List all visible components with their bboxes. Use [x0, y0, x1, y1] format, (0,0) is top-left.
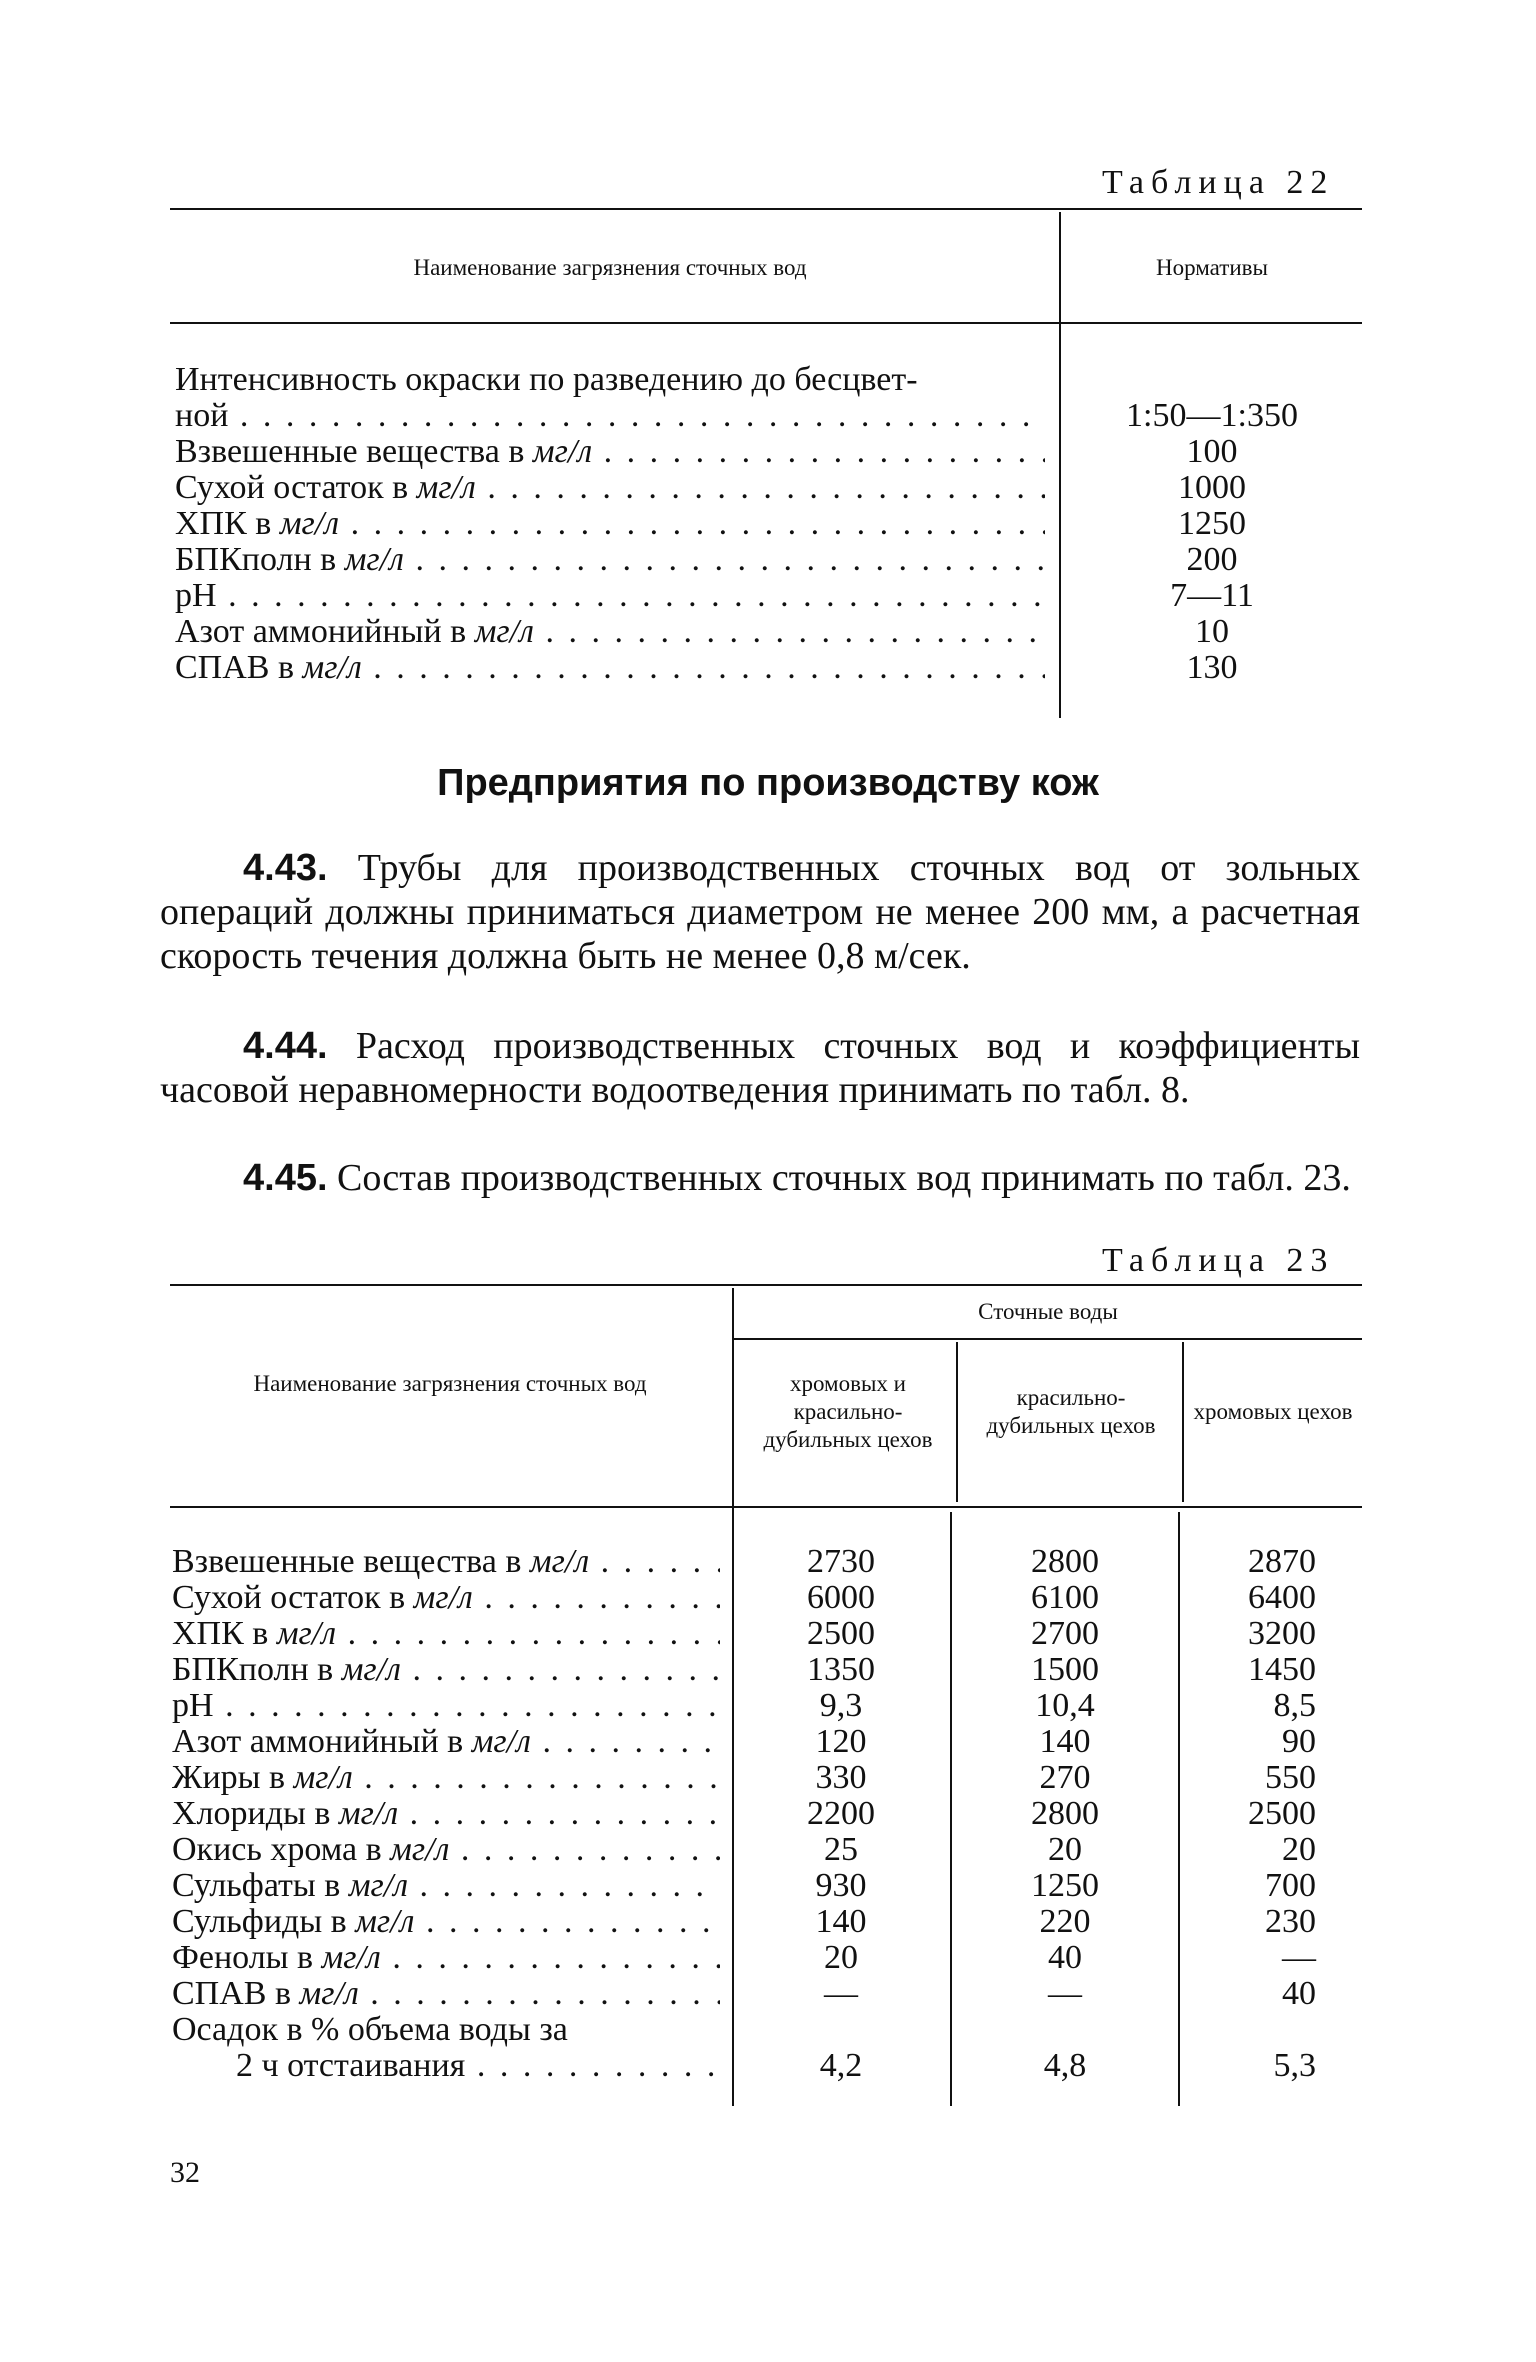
- table-23-row: [0, 1616, 1536, 1652]
- table-23-row-label: Хлориды в мг/л . . .: [172, 1796, 720, 1832]
- table-22-header-norms: Нормативы: [1156, 255, 1268, 280]
- table-23-row-v2: 140: [1039, 1723, 1091, 1760]
- table-23-row-label: Осадок в % объема воды за: [172, 2012, 568, 2048]
- table-23-header-rule: [170, 1506, 1362, 1508]
- table-23-row-v2: 1250: [1031, 1867, 1099, 1904]
- table-23-row: [0, 1832, 1536, 1868]
- paragraph-4-43: [160, 846, 1360, 978]
- table-23-row-v2: 2800: [1031, 1543, 1099, 1580]
- table-23-row: [0, 1724, 1536, 1760]
- table-23-row-v3: 2500: [1248, 1795, 1316, 1832]
- table-22-row: [0, 542, 1536, 578]
- table-23-row-label: Азот аммонийный в мг/л . . .: [172, 1724, 720, 1760]
- table-23-row-v1: 6000: [807, 1579, 875, 1616]
- table-22-header-name: Наименование загрязнения сточных вод: [413, 255, 807, 280]
- table-22-caption: Таблица 22: [1102, 164, 1335, 201]
- table-23-divider-2: [956, 1342, 958, 1502]
- table-23-row-v2: 270: [1039, 1759, 1091, 1796]
- table-23-row-v3: 2870: [1248, 1543, 1316, 1580]
- table-23-header-col-3: хромовых цехов: [1193, 1399, 1353, 1424]
- table-22-row-value: 130: [1186, 649, 1238, 686]
- table-23-row-label: 2 ч отстаивания . . .: [236, 2048, 720, 2084]
- table-23-row-label: ХПК в мг/л . . .: [172, 1616, 720, 1652]
- table-23-row-label: Жиры в мг/л . . .: [172, 1760, 720, 1796]
- table-23-row-v2: —: [1048, 1975, 1082, 2012]
- table-23-row-v3: 1450: [1248, 1651, 1316, 1688]
- table-23-row-v1: 25: [824, 1831, 858, 1868]
- table-23-row-label: Окись хрома в мг/л . . .: [172, 1832, 720, 1868]
- table-23-row-v2: 20: [1048, 1831, 1082, 1868]
- table-22-row-value: 100: [1186, 433, 1238, 470]
- table-22-row-label: СПАВ в мг/л . . .: [175, 650, 1045, 686]
- table-23-row-label: Сульфаты в мг/л . . .: [172, 1868, 720, 1904]
- table-23-row: [0, 1760, 1536, 1796]
- table-23-row-v3: —: [1282, 1939, 1316, 1976]
- table-23-row-v2: 40: [1048, 1939, 1082, 1976]
- table-23-row-label: Фенолы в мг/л . . .: [172, 1940, 720, 1976]
- table-23-row-v3: 700: [1265, 1867, 1316, 1904]
- table-23-row-v3: 3200: [1248, 1615, 1316, 1652]
- table-22-row-value: 1:50—1:350: [1126, 397, 1298, 434]
- table-23-row-label: СПАВ в мг/л . . .: [172, 1976, 720, 2012]
- table-23-row-v2: 2700: [1031, 1615, 1099, 1652]
- paragraph-text: Трубы для производственных сточных вод от зольных операций должны приниматься диаметром не менее 200 мм, а расчетная скорость течения должна быть не менее 0,8 м/сек.: [160, 847, 1360, 977]
- table-23-row: [0, 1868, 1536, 1904]
- table-23-row-v1: 120: [815, 1723, 867, 1760]
- paragraph-4-44: [160, 1024, 1360, 1112]
- table-22-header-rule: [170, 322, 1362, 324]
- table-23-row-v1: 2730: [807, 1543, 875, 1580]
- table-22-row: [0, 434, 1536, 470]
- table-22-row: [0, 650, 1536, 686]
- table-23-row-v1: 140: [815, 1903, 867, 1940]
- table-23-row-v3: 40: [1282, 1975, 1316, 2012]
- table-23-row-v2: 2800: [1031, 1795, 1099, 1832]
- paragraph-text: Состав производственных сточных вод принимать по табл. 23.: [337, 1157, 1351, 1199]
- table-22-row-value: 1000: [1178, 469, 1246, 506]
- table-22-row-value: 10: [1195, 613, 1229, 650]
- table-22-row: [0, 362, 1536, 434]
- table-23-row-v3: 6400: [1248, 1579, 1316, 1616]
- table-23-row-v1: 2500: [807, 1615, 875, 1652]
- table-22-row-label: Азот аммонийный в мг/л . . .: [175, 614, 1045, 650]
- table-22-top-rule: [170, 208, 1362, 210]
- table-23-row-label: БПКполн в мг/л . . .: [172, 1652, 720, 1688]
- section-title: Предприятия по производству кож: [437, 762, 1099, 804]
- table-23-row: [0, 1688, 1536, 1724]
- table-23-row-label: pH . . .: [172, 1688, 720, 1724]
- table-22-row-label: Взвешенные вещества в мг/л . . .: [175, 434, 1045, 470]
- table-23-row-v1: 2200: [807, 1795, 875, 1832]
- table-23-row-v3: 230: [1265, 1903, 1316, 1940]
- table-22-row: [0, 506, 1536, 542]
- table-22-row: [0, 614, 1536, 650]
- table-23-caption: Таблица 23: [1102, 1242, 1335, 1279]
- paragraph-number: 4.43.: [243, 847, 328, 889]
- table-23-row-v2: 220: [1039, 1903, 1091, 1940]
- paragraph-number: 4.44.: [243, 1025, 328, 1067]
- table-22-row-label: pH . . .: [175, 578, 1045, 614]
- table-23-header-name: Наименование загрязнения сточных вод: [253, 1371, 647, 1396]
- table-23-row: [0, 1940, 1536, 1976]
- table-23-row-v2: 1500: [1031, 1651, 1099, 1688]
- table-23-row-v1: 9,3: [819, 1687, 863, 1724]
- table-22-row-label: ХПК в мг/л . . .: [175, 506, 1045, 542]
- table-22-row: [0, 578, 1536, 614]
- table-23-row-v1: —: [824, 1975, 858, 2012]
- paragraph-4-45: [160, 1156, 1360, 1200]
- table-23-row-v3: 20: [1282, 1831, 1316, 1868]
- table-23-row-label: Сухой остаток в мг/л . . .: [172, 1580, 720, 1616]
- table-23-row-v1: 20: [824, 1939, 858, 1976]
- table-22-row: [0, 470, 1536, 506]
- table-23-header-col-1: хромовых и красильно-дубильных цехов: [763, 1371, 933, 1452]
- table-23-row-v3: 5,3: [1273, 2047, 1316, 2084]
- table-23-row-v2: 10,4: [1035, 1687, 1095, 1724]
- table-22-row-value: 200: [1186, 541, 1238, 578]
- table-23-row: [0, 1976, 1536, 2012]
- table-23-row-v2: 6100: [1031, 1579, 1099, 1616]
- table-23-header-col-2: красильно-дубильных цехов: [986, 1385, 1156, 1438]
- page-number: 32: [170, 2156, 200, 2189]
- table-22-row-label: БПКполн в мг/л . . .: [175, 542, 1045, 578]
- table-23-header-group: Сточные воды: [978, 1299, 1118, 1324]
- table-22-row-value: 7—11: [1170, 577, 1254, 614]
- table-23-row: [0, 1652, 1536, 1688]
- table-23-row: [0, 2012, 1536, 2084]
- table-23-row-v2: 4,8: [1043, 2047, 1087, 2084]
- table-23-row-v1: 330: [815, 1759, 867, 1796]
- table-23-row: [0, 1796, 1536, 1832]
- table-23-row-v1: 4,2: [819, 2047, 863, 2084]
- table-23-row-label: Взвешенные вещества в мг/л . . .: [172, 1544, 720, 1580]
- table-22-row-value: 1250: [1178, 505, 1246, 542]
- table-23-row: [0, 1580, 1536, 1616]
- table-23-row-label: Сульфиды в мг/л . . .: [172, 1904, 720, 1940]
- paragraph-text: Расход производственных сточных вод и коэффициенты часовой неравномерности водоотведения принимать по табл. 8.: [160, 1025, 1360, 1111]
- table-22-row-label: Сухой остаток в мг/л . . .: [175, 470, 1045, 506]
- table-23-group-rule: [734, 1338, 1362, 1340]
- table-23-row-v3: 8,5: [1273, 1687, 1316, 1724]
- table-22-row-label: ной . . .: [175, 398, 1045, 434]
- table-23-row-v1: 930: [815, 1867, 867, 1904]
- table-23-top-rule: [170, 1284, 1362, 1286]
- table-23-row-v3: 550: [1265, 1759, 1316, 1796]
- paragraph-number: 4.45.: [243, 1157, 328, 1199]
- table-23-row: [0, 1544, 1536, 1580]
- table-23-row-v1: 1350: [807, 1651, 875, 1688]
- table-22-row-label: Интенсивность окраски по разведению до бесцвет-: [175, 362, 918, 398]
- table-23-row: [0, 1904, 1536, 1940]
- table-23-row-v3: 90: [1282, 1723, 1316, 1760]
